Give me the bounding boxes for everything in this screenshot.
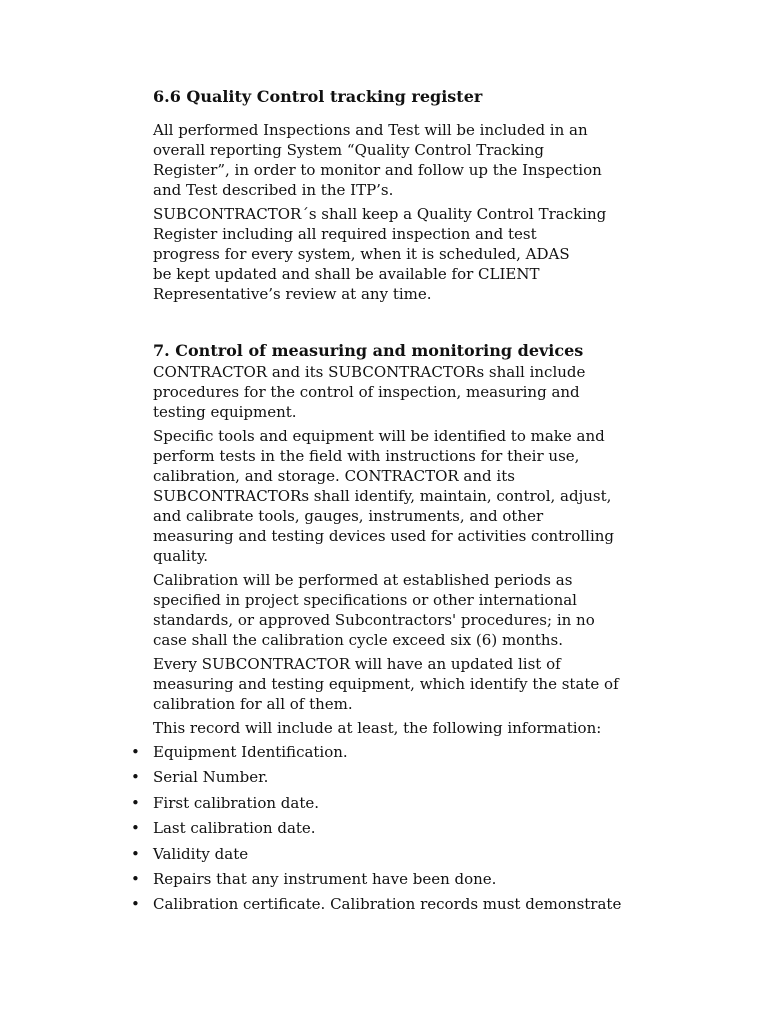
text-line: overall reporting System “Quality Control Tracking <box>153 141 544 159</box>
section-6-6-paragraph-2 <box>153 204 753 304</box>
text-line: Representative’s review at any time. <box>153 285 432 303</box>
text-line: progress for every system, when it is scheduled, ADAS <box>153 245 570 263</box>
text-line: SUBCONTRACTORs shall identify, maintain, control, adjust, <box>153 487 612 505</box>
list-item-text: Validity date <box>153 844 249 863</box>
text-line: Calibration will be performed at established periods as <box>153 571 573 589</box>
text-line: All performed Inspections and Test will be included in an <box>153 121 588 139</box>
list-item <box>131 742 753 762</box>
text-line: and Test described in the ITP’s. <box>153 181 394 199</box>
section-7-paragraph-5 <box>153 718 753 738</box>
text-line: measuring and testing devices used for activities controlling <box>153 527 615 545</box>
text-line: CONTRACTOR and its SUBCONTRACTORs shall include <box>153 363 586 381</box>
text-line: Every SUBCONTRACTOR will have an updated list of <box>153 655 561 673</box>
text-line: This record will include at least, the following information: <box>153 719 602 737</box>
list-item <box>131 869 753 889</box>
bullet-glyph: • <box>131 768 140 787</box>
text-line: specified in project specifications or other international <box>153 591 577 609</box>
text-line: Register”, in order to monitor and follow up the Inspection <box>153 161 602 179</box>
text-line: calibration, and storage. CONTRACTOR and its <box>153 467 515 485</box>
text-line: procedures for the control of inspection, measuring and <box>153 383 580 401</box>
calibration-info-list <box>131 742 753 914</box>
bullet-glyph: • <box>131 895 140 914</box>
text-line: measuring and testing equipment, which identify the state of <box>153 675 619 693</box>
list-item-text: Repairs that any instrument have been done. <box>153 869 497 888</box>
section-6-6-paragraph-1 <box>153 120 753 200</box>
list-item-text: Last calibration date. <box>153 819 316 838</box>
section-7-paragraph-1 <box>153 362 753 422</box>
list-item <box>131 767 753 787</box>
section-7-heading: 7. Control of measuring and monitoring devices <box>153 341 584 360</box>
bullet-glyph: • <box>131 819 140 838</box>
list-item <box>131 894 753 914</box>
text-line: Register including all required inspection and test <box>153 225 537 243</box>
section-7-paragraph-2 <box>153 426 753 566</box>
bullet-glyph: • <box>131 869 140 888</box>
list-item <box>131 793 753 813</box>
text-line: calibration for all of them. <box>153 695 353 713</box>
list-item-text: Equipment Identification. <box>153 743 348 761</box>
list-item <box>131 818 753 838</box>
bullet-glyph: • <box>131 793 140 812</box>
list-item <box>131 844 753 864</box>
list-item-text: Serial Number. <box>153 768 269 787</box>
document-page <box>131 86 753 920</box>
list-item-text: Calibration certificate. Calibration records must demonstrate <box>153 895 622 914</box>
text-line: and calibrate tools, gauges, instruments, and other <box>153 507 544 525</box>
text-line: SUBCONTRACTOR´s shall keep a Quality Control Tracking <box>153 205 607 223</box>
bullet-glyph: • <box>131 844 140 863</box>
section-7-paragraph-3 <box>153 570 753 650</box>
text-line: case shall the calibration cycle exceed six (6) months. <box>153 631 564 649</box>
text-line: quality. <box>153 547 209 565</box>
text-line: Specific tools and equipment will be identified to make and <box>153 427 605 445</box>
text-line: testing equipment. <box>153 403 297 421</box>
section-6-6-heading: 6.6 Quality Control tracking register <box>153 87 483 106</box>
text-line: standards, or approved Subcontractors' procedures; in no <box>153 611 595 629</box>
text-line: perform tests in the field with instructions for their use, <box>153 447 580 465</box>
bullet-glyph: • <box>131 743 140 761</box>
section-7-paragraph-4 <box>153 654 753 714</box>
list-item-text: First calibration date. <box>153 793 320 812</box>
text-line: be kept updated and shall be available for CLIENT <box>153 265 540 283</box>
